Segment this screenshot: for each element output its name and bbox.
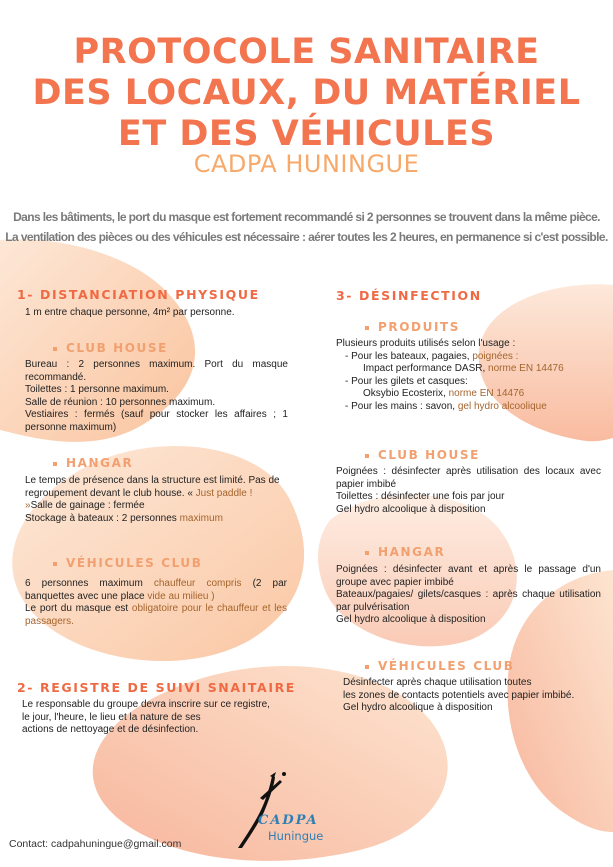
vehicules-heading-3: VÉHICULES CLUB [365, 659, 515, 673]
intro-line-1: Dans les bâtiments, le port du masque est fortement recommandé si 2 personnes se trouvent dans la même pièce. [13, 210, 600, 224]
hangar-heading-1: HANGAR [53, 456, 133, 470]
section-3-heading: 3- DÉSINFECTION [336, 288, 482, 303]
hangar-text-1: Le temps de présence dans la structure est limité. Pas de regroupement devant le club house. « Just paddle ! »Salle de gainage : fermée Stockage à bateaux : 2 personnes maximum [25, 475, 280, 524]
section-1-heading: 1- DISTANCIATION PHYSIQUE [17, 287, 260, 302]
bullet-square-icon [53, 562, 57, 566]
bullet-square-icon [365, 551, 369, 555]
page-title-line-1: PROTOCOLE SANITAIRE [73, 32, 540, 72]
club-house-heading-1: CLUB HOUSE [53, 341, 168, 355]
logo-text: CADPA [258, 813, 319, 828]
bullet-square-icon [53, 462, 57, 466]
bullet-square-icon [365, 326, 369, 330]
bullet-square-icon [365, 454, 369, 458]
section-1-text: 1 m entre chaque personne, 4m² par personne. [25, 307, 235, 318]
vehicules-text-3: Désinfecter après chaque utilisation toutes les zones de contacts potentiels avec papier imbibé. Gel hydro alcoolique à disposition [343, 677, 575, 714]
club-house-text-3: Poignées : désinfecter après utilisation des locaux avec papier imbibé Toilettes : désinfecter une fois par jour Gel hydro alcoolique à disposition [336, 466, 601, 515]
bullet-square-icon [53, 347, 57, 351]
hangar-heading-3: HANGAR [365, 545, 445, 559]
contact-email: Contact: cadpahuningue@gmail.com [9, 838, 182, 850]
bullet-square-icon [365, 665, 369, 669]
page-subtitle: CADPA HUNINGUE [193, 150, 420, 178]
intro-line-2: La ventilation des pièces ou des véhicules est nécessaire : aérer toutes les 2 heures, en permanence si c'est possible. [5, 230, 608, 244]
club-house-text-1: Bureau : 2 personnes maximum. Port du masque recommandé. Toilettes : 1 personne maximum. Salle de réunion : 10 personnes maximum. Vestiaires : fermés (sauf pour stocker les affaires ; 1 personne maximum) [25, 359, 288, 433]
hangar-text-3: Poignées : désinfecter avant et après le passage d'un groupe avec papier imbibé Bateaux/pagaies/ gilets/casques : après chaque utilisation par pulvérisation Gel hydro alcoolique à disposition [336, 564, 601, 626]
page-title-line-3: ET DES VÉHICULES [117, 114, 496, 154]
produits-heading: PRODUITS [365, 320, 460, 334]
page-title-line-2: DES LOCAUX, DU MATÉRIEL [32, 73, 581, 113]
section-2-text: Le responsable du groupe devra inscrire sur ce registre, le jour, l'heure, le lieu et la nature de ses actions de nettoyage et de désinfection. [22, 699, 270, 736]
logo-subtext: Huningue [268, 829, 324, 843]
vehicules-text-1: 6 personnes maximum chauffeur compris (2 par banquettes avec une place vide au milieu ) Le port du masque est obligatoire pour le chauffeur et les passagers. [25, 578, 288, 627]
club-house-heading-3: CLUB HOUSE [365, 448, 480, 462]
vehicules-heading-1: VÉHICULES CLUB [53, 556, 203, 570]
produits-text: Plusieurs produits utilisés selon l'usage : - Pour les bateaux, pagaies, poignées : Impact performance DASR, norme EN 14476 - Pour les gilets et casques: Oksybio Ecosterix, norme EN 14476 - Pour les mains : savon, gel hydro alcoolique [336, 338, 564, 412]
section-2-heading: 2- REGISTRE DE SUIVI SNAITAIRE [17, 680, 296, 695]
